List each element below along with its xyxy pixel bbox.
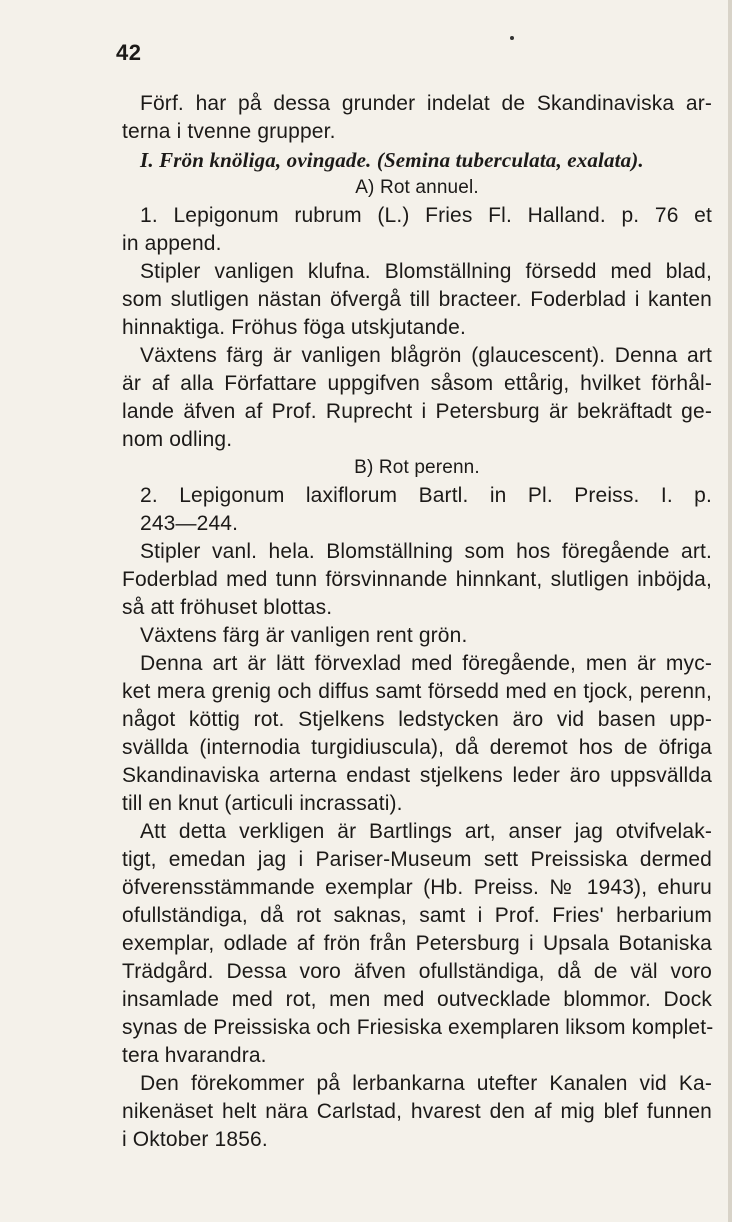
text-line: något köttig rot. Stjelkens ledstycken äro vid basen upp- [122,708,712,731]
text-line: Växtens färg är vanligen blågrön (glaucescent). Denna art [140,344,712,367]
text-line: B) Rot perenn. [354,457,480,478]
text-line: tera hvarandra. [122,1044,267,1067]
text-line: Denna art är lätt förvexlad med föregående, men är myc- [140,652,712,675]
page-edge [728,0,732,1222]
text-line: Växtens färg är vanligen rent grön. [140,624,468,647]
text-line: nikenäset helt nära Carlstad, hvarest den af mig blef funnen [122,1100,712,1123]
text-line: Den förekommer på lerbankarna utefter Kanalen vid Ka- [140,1072,712,1095]
text-line: terna i tvenne grupper. [122,120,336,143]
text-line: är af alla Författare uppgifven såsom ettårig, hvilket förhål- [122,372,712,395]
page-number: 42 [116,40,142,65]
text-line: Stipler vanl. hela. Blomställning som hos föregående art. [140,540,712,563]
text-line: svällda (internodia turgidiuscula), då deremot hos de öfriga [122,736,712,759]
text-line: Skandinaviska arterna endast stjelkens leder äro uppsvällda [122,764,712,787]
text-line: insamlade med rot, men med outvecklade blommor. Dock [122,988,712,1011]
text-line: öfverensstämmande exemplar (Hb. Preiss. № 1943), ehuru [122,876,712,899]
page-body [122,90,712,1154]
text-line: ofullständiga, då rot saknas, samt i Prof. Fries' herbarium [122,904,712,927]
text-line: in append. [122,232,222,255]
text-line: nom odling. [122,428,233,451]
text-line: hinnaktiga. Fröhus föga utskjutande. [122,316,466,339]
text-line: lande äfven af Prof. Ruprecht i Petersburg är bekräftadt ge- [122,400,712,423]
text-line: synas de Preissiska och Friesiska exemplaren liksom komplet- [122,1016,714,1039]
text-line: I. Frön knöliga, ovingade. (Semina tuberculata, exalata). [140,148,644,172]
text-line: 1. Lepigonum rubrum (L.) Fries Fl. Halland. p. 76 et [140,204,712,227]
text-line: Foderblad med tunn försvinnande hinnkant, slutligen inböjda, [122,568,712,591]
text-line: 243—244. [140,512,239,535]
text-line: 2. Lepigonum laxiflorum Bartl. in Pl. Preiss. I. p. [140,484,712,507]
text-line: ket mera grenig och diffus samt försedd med en tjock, perenn, [122,680,712,703]
text-line: Förf. har på dessa grunder indelat de Skandinaviska ar- [140,92,712,115]
text-line: Trädgård. Dessa voro äfven ofullständiga, då de väl voro [122,960,712,983]
ink-spot [510,36,514,40]
text-line: som slutligen nästan öfvergå till bracteer. Foderblad i kanten [122,288,712,311]
text-line: så att fröhuset blottas. [122,596,333,619]
text-line: A) Rot annuel. [355,177,479,198]
text-line: tigt, emedan jag i Pariser-Museum sett Preissiska dermed [122,848,712,871]
text-line: Att detta verkligen är Bartlings art, anser jag otvifvelak- [140,820,712,843]
text-line: i Oktober 1856. [122,1128,268,1151]
text-line: exemplar, odlade af frön från Petersburg i Upsala Botaniska [122,932,712,955]
text-line: Stipler vanligen klufna. Blomställning försedd med blad, [140,260,712,283]
text-line: till en knut (articuli incrassati). [122,792,403,815]
